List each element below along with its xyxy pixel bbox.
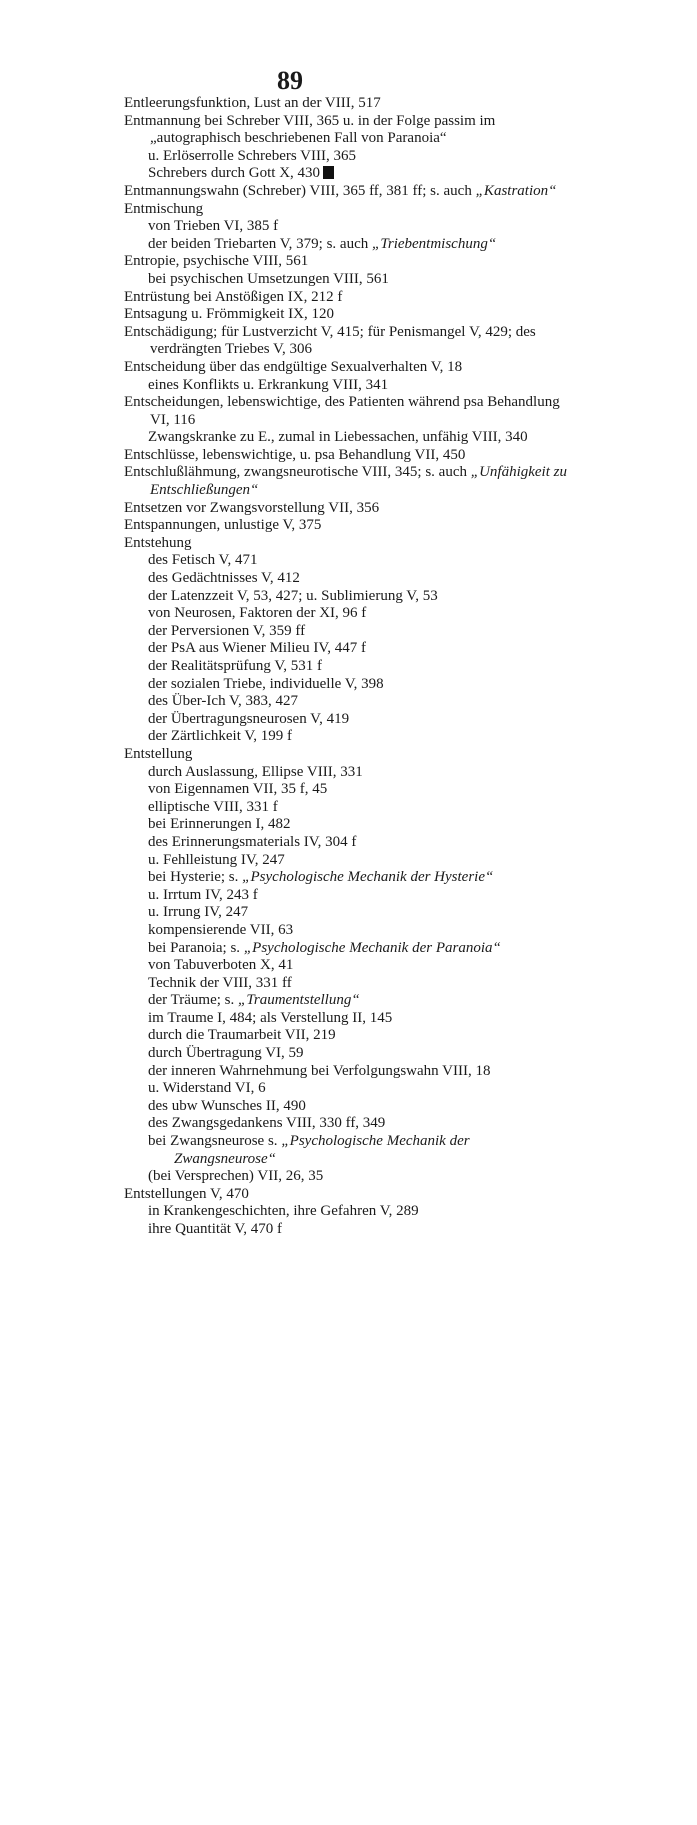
entry-text: der inneren Wahrnehmung bei Verfolgungswahn VIII, 18	[148, 1062, 491, 1079]
entry-text: Entsetzen vor Zwangsvorstellung VII, 356	[124, 499, 380, 516]
index-subentry	[124, 957, 569, 975]
index-subentry	[124, 236, 569, 254]
index-subentry	[124, 570, 569, 588]
index-subentry	[124, 676, 569, 694]
index-entry	[124, 535, 569, 553]
entry-text: der Träume; s.	[148, 992, 238, 1009]
page-number: 89	[277, 66, 303, 95]
entry-text: des ubw Wunsches II, 490	[148, 1097, 306, 1114]
entry-text: Entscheidung über das endgültige Sexualverhalten V, 18	[124, 358, 463, 375]
entry-text: im Traume I, 484; als Verstellung II, 145	[148, 1009, 393, 1026]
entry-text: des Über-Ich V, 383, 427	[148, 693, 298, 710]
entry-text: von Trieben VI, 385 f	[148, 218, 279, 235]
index-entry	[124, 289, 569, 307]
index-entry	[124, 359, 569, 377]
entry-text: der beiden Triebarten V, 379; s. auch	[148, 235, 372, 252]
entry-text: Entmannungswahn (Schreber) VIII, 365 ff, 381 ff; s. auch	[124, 182, 476, 199]
entry-text: Entstellung	[124, 745, 193, 762]
entry-text: Entschädigung; für Lustverzicht V, 415; für Penismangel V, 429; des verdrängten Triebes V, 306	[124, 323, 536, 358]
index-subentry	[124, 552, 569, 570]
entry-text: Entschlüsse, lebenswichtige, u. psa Behandlung VII, 450	[124, 446, 466, 463]
entry-text: von Eigennamen VII, 35 f, 45	[148, 781, 328, 798]
index-subentry	[124, 148, 569, 166]
index-subentry	[124, 658, 569, 676]
entry-text: bei Zwangsneurose s.	[148, 1133, 282, 1150]
index-subentry	[124, 640, 569, 658]
entry-text: durch Übertragung VI, 59	[148, 1045, 304, 1062]
index-entry	[124, 464, 569, 499]
entry-text: Entsagung u. Frömmigkeit IX, 120	[124, 306, 334, 323]
index-subentry	[124, 781, 569, 799]
entry-text: Entspannungen, unlustige V, 375	[124, 517, 322, 534]
index-subentry	[124, 799, 569, 817]
index-subentry	[124, 1080, 569, 1098]
index-subentry	[124, 693, 569, 711]
cross-reference: „Unfähigkeit zu Entschließungen“	[150, 464, 567, 499]
index-subentry	[124, 588, 569, 606]
index-subentry	[124, 834, 569, 852]
index-subentry	[124, 429, 569, 447]
index-subentry	[124, 992, 569, 1010]
entry-text: der Zärtlichkeit V, 199 f	[148, 728, 292, 745]
index-entry	[124, 95, 569, 113]
entry-text: bei Hysterie; s.	[148, 869, 243, 886]
index-subentry	[124, 816, 569, 834]
index-subentry	[124, 1133, 569, 1168]
index-entry	[124, 113, 569, 148]
cross-reference: „Psychologische Mechanik der Paranoia“	[243, 939, 501, 956]
index-entry	[124, 253, 569, 271]
entry-text: der Latenzzeit V, 53, 427; u. Sublimierung V, 53	[148, 587, 438, 604]
cross-reference: „Triebentmischung“	[372, 235, 497, 252]
index-subentry	[124, 1203, 569, 1221]
index-subentry	[124, 1027, 569, 1045]
entry-text: bei Erinnerungen I, 482	[148, 816, 291, 833]
index-entries	[124, 95, 569, 1239]
index-subentry	[124, 1168, 569, 1186]
index-subentry	[124, 764, 569, 782]
entry-text: in Krankengeschichten, ihre Gefahren V, 289	[148, 1203, 419, 1220]
entry-text: eines Konflikts u. Erkrankung VIII, 341	[148, 376, 389, 393]
index-entry	[124, 306, 569, 324]
entry-text: u. Fehlleistung IV, 247	[148, 851, 285, 868]
index-entry	[124, 500, 569, 518]
index-entry	[124, 746, 569, 764]
cross-reference: „Kastration“	[475, 182, 557, 199]
entry-text: Entmischung	[124, 200, 204, 217]
index-subentry	[124, 1098, 569, 1116]
ink-blot-mark	[323, 166, 334, 179]
entry-text: Entscheidungen, lebenswichtige, des Patienten während psa Behandlung VI, 116	[124, 394, 560, 428]
index-subentry	[124, 377, 569, 395]
index-entry	[124, 517, 569, 535]
index-subentry	[124, 940, 569, 958]
index-subentry	[124, 852, 569, 870]
index-subentry	[124, 711, 569, 729]
entry-text: Entstehung	[124, 534, 192, 551]
cross-reference: „Traumentstellung“	[238, 992, 360, 1009]
entry-text: des Gedächtnisses V, 412	[148, 570, 300, 587]
cross-reference: „Psychologische Mechanik der Zwangsneurose“	[174, 1133, 470, 1167]
entry-text: u. Widerstand VI, 6	[148, 1080, 266, 1097]
index-subentry	[124, 922, 569, 940]
index-subentry	[124, 1115, 569, 1133]
index-entry	[124, 201, 569, 219]
index-entry	[124, 394, 569, 429]
entry-text: der Realitätsprüfung V, 531 f	[148, 658, 323, 674]
index-subentry	[124, 165, 569, 183]
cross-reference: „Psychologische Mechanik der Hysterie“	[242, 869, 494, 886]
entry-text: der PsA aus Wiener Milieu IV, 447 f	[148, 640, 366, 657]
index-entry	[124, 447, 569, 465]
entry-text: bei Paranoia; s.	[148, 939, 244, 956]
entry-text: u. Erlöserrolle Schrebers VIII, 365	[148, 147, 356, 164]
entry-text: der sozialen Triebe, individuelle V, 398	[148, 675, 384, 692]
index-subentry	[124, 218, 569, 236]
entry-text: Entstellungen V, 470	[124, 1185, 249, 1202]
entry-text: Technik der VIII, 331 ff	[148, 974, 292, 991]
entry-text: von Tabuverboten X, 41	[148, 957, 294, 974]
index-entry	[124, 183, 569, 201]
entry-text: u. Irrtum IV, 243 f	[148, 886, 258, 903]
entry-text: durch die Traumarbeit VII, 219	[148, 1027, 336, 1044]
entry-text: kompensierende VII, 63	[148, 921, 294, 938]
index-entry	[124, 324, 569, 359]
index-subentry	[124, 975, 569, 993]
entry-text: Entrüstung bei Anstößigen IX, 212 f	[124, 288, 343, 305]
entry-text: des Fetisch V, 471	[148, 552, 258, 569]
entry-text: Entmannung bei Schreber VIII, 365 u. in der Folge passim im „autographisch beschriebenen Fall von Paranoia“	[124, 112, 496, 147]
entry-text: des Zwangsgedankens VIII, 330 ff, 349	[148, 1115, 386, 1132]
index-subentry	[124, 605, 569, 623]
entry-text: Entropie, psychische VIII, 561	[124, 253, 309, 270]
index-subentry	[124, 623, 569, 641]
entry-text: u. Irrung IV, 247	[148, 904, 249, 921]
index-subentry	[124, 1010, 569, 1028]
entry-text: durch Auslassung, Ellipse VIII, 331	[148, 763, 363, 780]
index-subentry	[124, 728, 569, 746]
index-subentry	[124, 1063, 569, 1081]
index-subentry	[124, 869, 569, 887]
entry-text: der Übertragungsneurosen V, 419	[148, 710, 350, 727]
entry-text: Zwangskranke zu E., zumal in Liebessachen, unfähig VIII, 340	[148, 429, 528, 446]
entry-text: der Perversionen V, 359 ff	[148, 622, 306, 639]
entry-text: des Erinnerungsmaterials IV, 304 f	[148, 833, 357, 850]
entry-text: von Neurosen, Faktoren der XI, 96 f	[148, 605, 367, 622]
index-subentry	[124, 1221, 569, 1239]
index-subentry	[124, 887, 569, 905]
entry-text: Schrebers durch Gott X, 430	[148, 165, 321, 182]
entry-text: bei psychischen Umsetzungen VIII, 561	[148, 270, 389, 287]
entry-text: Entleerungsfunktion, Lust an der VIII, 517	[124, 95, 381, 111]
index-subentry	[124, 271, 569, 289]
index-subentry	[124, 1045, 569, 1063]
index-entry	[124, 1186, 569, 1204]
entry-text: ihre Quantität V, 470 f	[148, 1221, 283, 1237]
index-subentry	[124, 904, 569, 922]
entry-text: elliptische VIII, 331 f	[148, 798, 278, 815]
entry-text: (bei Versprechen) VII, 26, 35	[148, 1168, 324, 1185]
entry-text: Entschlußlähmung, zwangsneurotische VIII, 345; s. auch	[124, 464, 471, 481]
